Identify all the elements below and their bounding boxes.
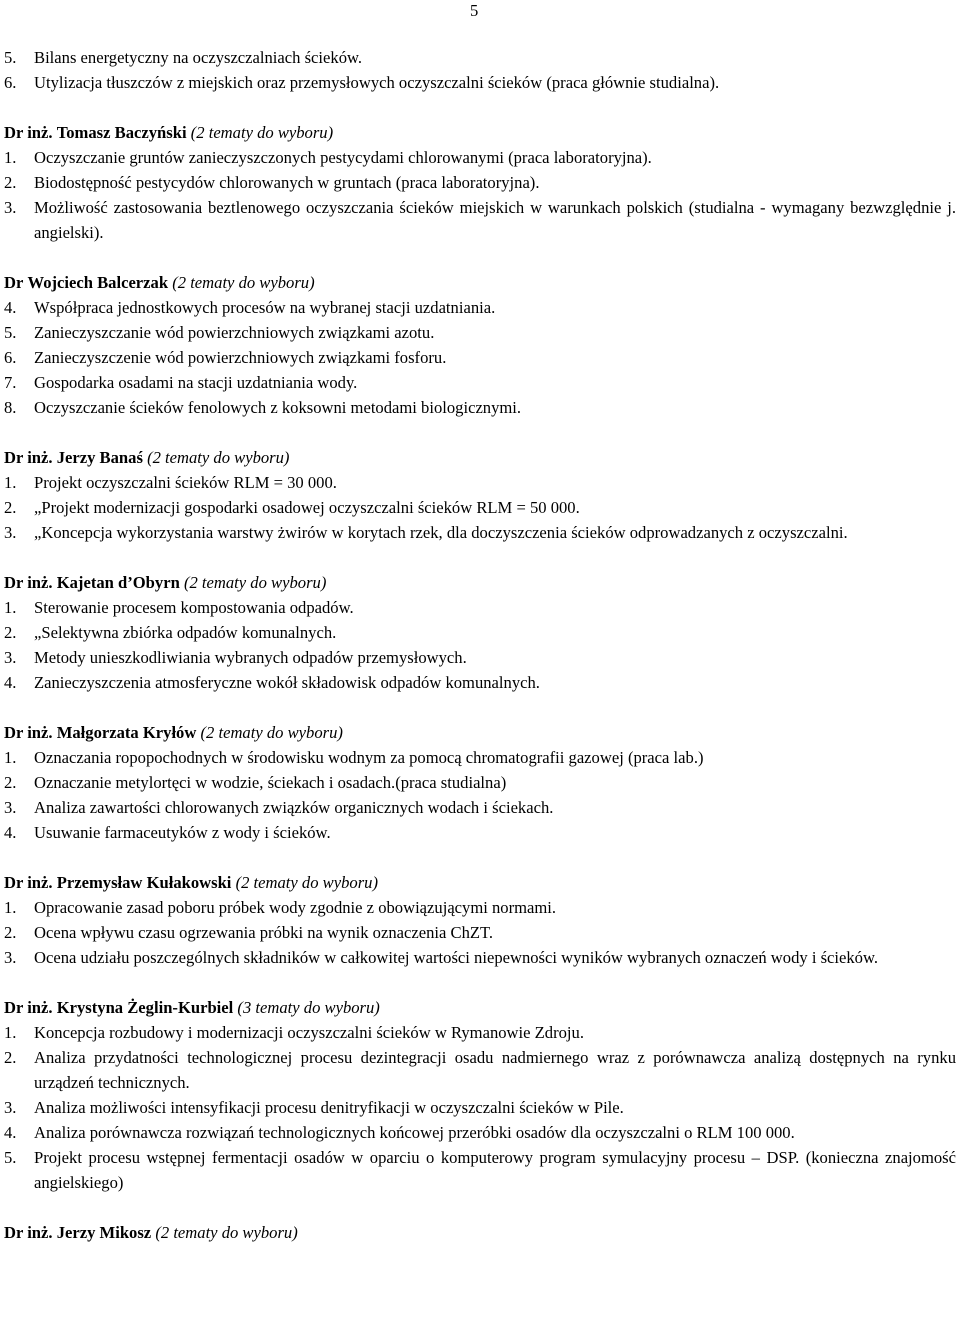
supervisor-name: Wojciech Balcerzak xyxy=(27,273,169,292)
list-item-text: Sterowanie procesem kompostowania odpadów. xyxy=(34,598,354,617)
list-item xyxy=(4,895,956,920)
list-item xyxy=(4,145,956,170)
list-item xyxy=(4,820,956,845)
list-item-text: „Projekt modernizacji gospodarki osadowej oczyszczalni ścieków RLM = 50 000. xyxy=(34,498,580,517)
list-item-number: 3. xyxy=(4,523,17,542)
list-item-number: 2. xyxy=(4,173,17,192)
list-item-text: Oczyszczanie ścieków fenolowych z koksowni metodami biologicznymi. xyxy=(34,398,522,417)
supervisor-name: Przemysław Kułakowski xyxy=(56,873,232,892)
list-item-text: Oczyszczanie gruntów zanieczyszczonych pestycydami chlorowanymi (praca laboratoryjna). xyxy=(34,148,652,167)
list-item-number: 1. xyxy=(4,473,17,492)
list-item-text: Analiza przydatności technologicznej procesu dezintegracji osadu nadmiernego wraz z porównawcza analizą dostępnych na rynku urządzeń technicznych. xyxy=(34,1048,956,1092)
topics-note: (2 tematy do wyboru) xyxy=(183,573,327,592)
list-item-number: 3. xyxy=(4,798,17,817)
list-item xyxy=(4,795,956,820)
list-item-number: 4. xyxy=(4,823,17,842)
list-item-text: Zanieczyszczenie wód powierzchniowych związkami fosforu. xyxy=(34,348,447,367)
supervisor-heading xyxy=(4,445,956,470)
topics-note: (2 tematy do wyboru) xyxy=(200,723,343,742)
list-item xyxy=(4,70,956,95)
list-item xyxy=(4,345,956,370)
list-item-number: 6. xyxy=(4,73,17,92)
list-item xyxy=(4,1145,956,1195)
supervisor-heading xyxy=(4,120,956,145)
list-item xyxy=(4,1120,956,1145)
list-item-text: Metody unieszkodliwiania wybranych odpadów przemysłowych. xyxy=(34,648,467,667)
supervisor-heading xyxy=(4,570,956,595)
academic-title: Dr inż. xyxy=(4,123,53,142)
supervisor-name: Małgorzata Kryłów xyxy=(56,723,197,742)
list-item xyxy=(4,1020,956,1045)
list-item-text: „Koncepcja wykorzystania warstwy żwirów w korytach rzek, dla doczyszczenia ścieków odprowadzanych z oczyszczalni. xyxy=(34,523,848,542)
academic-title: Dr inż. xyxy=(4,1223,53,1242)
supervisor-heading xyxy=(4,270,956,295)
topics-note: (2 tematy do wyboru) xyxy=(190,123,334,142)
list-item-number: 2. xyxy=(4,498,17,517)
list-item-number: 4. xyxy=(4,298,17,317)
list-item-number: 1. xyxy=(4,748,17,767)
supervisor-name: Kajetan d’Obyrn xyxy=(56,573,180,592)
list-item-text: Bilans energetyczny na oczyszczalniach ścieków. xyxy=(34,48,363,67)
list-item-text: Opracowanie zasad poboru próbek wody zgodnie z obowiązującymi normami. xyxy=(34,898,557,917)
supervisor-name: Tomasz Baczyński xyxy=(56,123,187,142)
list-item-number: 3. xyxy=(4,948,17,967)
list-item-text: Gospodarka osadami na stacji uzdatniania wody. xyxy=(34,373,358,392)
intro-list xyxy=(4,45,956,95)
list-item-text: Analiza możliwości intensyfikacji procesu denitryfikacji w oczyszczalni ścieków w Pile. xyxy=(34,1098,624,1117)
supervisor-section xyxy=(4,995,956,1195)
list-item-number: 2. xyxy=(4,923,17,942)
list-item-text: Biodostępność pestycydów chlorowanych w gruntach (praca laboratoryjna). xyxy=(34,173,540,192)
supervisor-heading xyxy=(4,1220,956,1245)
list-item xyxy=(4,1095,956,1120)
list-item xyxy=(4,395,956,420)
list-item-number: 3. xyxy=(4,648,17,667)
list-item-text: Analiza zawartości chlorowanych związków organicznych wodach i ściekach. xyxy=(34,798,554,817)
supervisor-section xyxy=(4,120,956,245)
supervisor-heading xyxy=(4,870,956,895)
supervisor-heading xyxy=(4,720,956,745)
list-item-text: Współpraca jednostkowych procesów na wybranej stacji uzdatniania. xyxy=(34,298,496,317)
supervisor-section xyxy=(4,1220,956,1245)
supervisor-name: Jerzy Banaś xyxy=(56,448,143,467)
list-item xyxy=(4,45,956,70)
list-item-text: Możliwość zastosowania beztlenowego oczyszczania ścieków miejskich w warunkach polskich (studialna - wymagany bezwzględnie j. angielski). xyxy=(34,198,956,242)
supervisor-heading xyxy=(4,995,956,1020)
academic-title: Dr inż. xyxy=(4,723,53,742)
list-item-text: Ocena udziału poszczególnych składników w całkowitej wartości niepewności wyników wybranych oznaczeń wody i ścieków. xyxy=(34,948,879,967)
list-item xyxy=(4,1045,956,1095)
topics-note: (2 tematy do wyboru) xyxy=(147,448,290,467)
list-item xyxy=(4,195,956,245)
supervisor-section xyxy=(4,720,956,845)
list-item-text: Zanieczyszczenia atmosferyczne wokół składowisk odpadów komunalnych. xyxy=(34,673,540,692)
list-item xyxy=(4,670,956,695)
supervisor-section xyxy=(4,445,956,545)
academic-title: Dr inż. xyxy=(4,998,53,1017)
topics-note: (2 tematy do wyboru) xyxy=(172,273,315,292)
list-item-number: 8. xyxy=(4,398,17,417)
list-item-text: Projekt procesu wstępnej fermentacji osadów w oparciu o komputerowy program symulacyjny procesu – DSP. (konieczna znajomość angielskiego) xyxy=(34,1148,956,1192)
list-item-number: 6. xyxy=(4,348,17,367)
list-item-number: 7. xyxy=(4,373,17,392)
list-item-number: 1. xyxy=(4,1023,17,1042)
list-item xyxy=(4,595,956,620)
academic-title: Dr inż. xyxy=(4,573,53,592)
list-item-number: 1. xyxy=(4,898,17,917)
list-item-number: 2. xyxy=(4,773,17,792)
list-item xyxy=(4,320,956,345)
list-item-number: 5. xyxy=(4,1148,17,1167)
supervisor-section xyxy=(4,570,956,695)
list-item xyxy=(4,520,956,545)
list-item-number: 2. xyxy=(4,623,17,642)
supervisor-section xyxy=(4,270,956,420)
list-item-text: Usuwanie farmaceutyków z wody i ścieków. xyxy=(34,823,331,842)
academic-title: Dr inż. xyxy=(4,873,53,892)
list-item xyxy=(4,945,956,970)
list-item xyxy=(4,770,956,795)
academic-title: Dr xyxy=(4,273,24,292)
list-item xyxy=(4,470,956,495)
list-item-number: 5. xyxy=(4,323,17,342)
list-item xyxy=(4,295,956,320)
list-item xyxy=(4,920,956,945)
list-item-text: Analiza porównawcza rozwiązań technologicznych końcowej przeróbki osadów dla oczyszczalni o RLM 100 000. xyxy=(34,1123,795,1142)
topics-note: (2 tematy do wyboru) xyxy=(235,873,378,892)
list-item-number: 1. xyxy=(4,598,17,617)
page-number: 5 xyxy=(470,1,479,20)
list-item-text: Zanieczyszczanie wód powierzchniowych związkami azotu. xyxy=(34,323,435,342)
list-item xyxy=(4,370,956,395)
document-content xyxy=(4,45,956,1245)
list-item-text: Koncepcja rozbudowy i modernizacji oczyszczalni ścieków w Rymanowie Zdroju. xyxy=(34,1023,584,1042)
topics-note: (3 tematy do wyboru) xyxy=(237,998,380,1017)
list-item-number: 3. xyxy=(4,1098,17,1117)
supervisor-name: Krystyna Żeglin-Kurbiel xyxy=(56,998,234,1017)
list-item-text: Projekt oczyszczalni ścieków RLM = 30 000. xyxy=(34,473,337,492)
list-item xyxy=(4,620,956,645)
list-item-text: Utylizacja tłuszczów z miejskich oraz przemysłowych oczyszczalni ścieków (praca głównie studialna). xyxy=(34,73,720,92)
academic-title: Dr inż. xyxy=(4,448,53,467)
list-item-text: Oznaczanie metylortęci w wodzie, ściekach i osadach.(praca studialna) xyxy=(34,773,507,792)
list-item xyxy=(4,745,956,770)
list-item xyxy=(4,645,956,670)
list-item-number: 3. xyxy=(4,198,17,217)
list-item-number: 4. xyxy=(4,673,17,692)
topics-note: (2 tematy do wyboru) xyxy=(155,1223,298,1242)
list-item-number: 1. xyxy=(4,148,17,167)
list-item xyxy=(4,170,956,195)
list-item-text: Oznaczania ropopochodnych w środowisku wodnym za pomocą chromatografii gazowej (praca lab.) xyxy=(34,748,704,767)
list-item-text: „Selektywna zbiórka odpadów komunalnych. xyxy=(34,623,337,642)
list-item-text: Ocena wpływu czasu ogrzewania próbki na wynik oznaczenia ChZT. xyxy=(34,923,494,942)
list-item-number: 4. xyxy=(4,1123,17,1142)
supervisor-section xyxy=(4,870,956,970)
supervisor-name: Jerzy Mikosz xyxy=(56,1223,152,1242)
list-item-number: 2. xyxy=(4,1048,17,1067)
list-item xyxy=(4,495,956,520)
list-item-number: 5. xyxy=(4,48,17,67)
